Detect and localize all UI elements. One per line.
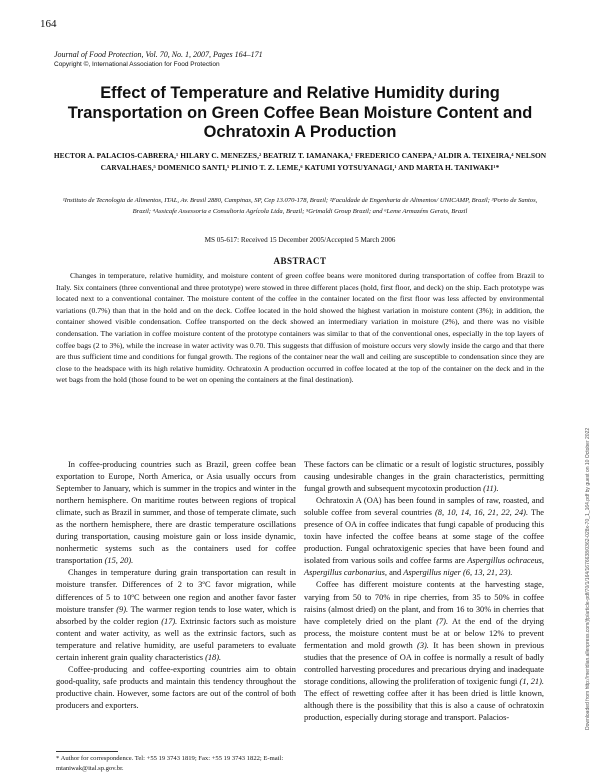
article-title: Effect of Temperature and Relative Humidity during Transportation on Green Coffee Bean Moisture Content and Ochratoxin A Production [67,84,533,141]
paragraph-text: The warmer region tends to lose water, which is absorbed by the colder region [56,604,296,626]
paragraph [56,459,296,567]
download-watermark [576,210,591,730]
journal-citation: Journal of Food Protection, Vol. 70, No. 1, 2007, Pages 164–171 [54,50,263,59]
page-number: 164 [40,18,57,30]
abstract-body: Changes in temperature, relative humidity, and moisture content of green coffee beans were monitored during transportation of coffee from Brazil to Italy. Six containers (three conventional and three prototype) were stowed in three different places (hold, first floor, and deck) on the ship. Each prototype was located next to a conventional container. The moisture content of the coffee in the container located on the first floor was less affected by environmental variations (0.7%) than that in the hold and on the deck. Coffee located in the hold showed the highest variation in moisture content (3%); in addition, the container showed visible condensation. Coffee transported on the deck showed an intermediary variation in moisture (2%), and there was no visible condensation. The variation in coffee moisture content of the prototype containers was similar to that of the conventional ones, especially in the top layers of coffee bags (2 to 3%), while the increase in water activity was 0.70. This suggests that diffusion of moisture occurs very slowly inside the cargo and that there are thus sufficient time and conditions for fungal growth. The regions of the container near the wall and ceiling are susceptible to condensation since they are close to the headspace with its high relative humidity. Ochratoxin A production occurred in coffee located at the top of the container on the deck and in the wet bags from the hold (those found to be wet on opening the containers at the final destination). [56,271,544,385]
body-column-right [304,459,544,724]
paragraph-text: These factors can be climatic or a result of logistic structures, possibly causing undesirable changes in the grain characteristics, permitting fungal growth and subsequent mycotoxin production [304,460,544,494]
abstract-heading: ABSTRACT [273,256,327,266]
paragraph-text: The effect of rewetting coffee after it has been dried is little known, although there is the possibility that this is also a cause of ochratoxin production, especially during storage and transport. Palacios- [304,688,544,722]
citation: (8, 10, 14, 16, 21, 22, 24). [435,508,529,518]
paragraph-text: It has been shown in previous studies that the presence of OA in coffee is normally a result of badly controlled harvesting procedures and precarious drying and inadequate storage conditions, allowing the proliferation of toxigenic fungi [304,640,545,686]
paragraph-text: Changes in temperature during grain transportation can result in moisture transfer. Differences of 2 to 3ºC favor migration, while differences of 5 to 10ºC between one region and another favor faster moisture transfer [56,568,296,614]
paragraph-text: Ochratoxin A (OA) has been found in samples of raw, roasted, and soluble coffee from several countries [304,496,544,518]
paragraph [56,664,296,712]
citation: (1, 21). [519,676,544,686]
paragraph-text: Coffee-producing and coffee-exporting countries aim to obtain good-quality, safe products and maintain this tendency throughout the productive chain. However, some factors are out of the control of both producers and exporters. [56,664,296,710]
citation: (17). [161,616,178,626]
paragraph [304,579,544,724]
citation: (11). [483,484,499,494]
paragraph-text: and [389,568,402,578]
citation: (6, 13, 21, 23). [462,568,513,578]
paragraph-text: Extrinsic factors such as moisture content and water activity, as well as the extrinsic factors, such as temperature and relative humidity, are useful parameters to evaluate certain inherent grain quality characteristics [56,616,296,662]
affiliations: ¹Instituto de Tecnologia de Alimentos, ITAL, Av. Brasil 2880, Campinas, SP, Cep 13.070-178, Brazil; ²Faculdade de Engenharia de Alimentos/ UNICAMP, Brazil; ³Porto de Santos, Brazil; ⁴Assicafe Assessoria e Consultoria Agrícola Ltda, Brazil; ⁵Grimaldi Group Brazil; and ⁶Leme Armazéns Gerais, Brazil [62,197,538,215]
correspondence-footnote: * Author for correspondence. Tel: +55 19 3743 1819; Fax: +55 19 3743 1822; E-mail: mtaniwak@ital.sp.gov.br. [56,755,284,772]
body-column-left [56,459,296,712]
species-names: Aspergillus ochraceus, Aspergillus carbonarius, [304,556,545,578]
footnote-divider [56,751,118,752]
citation: (7). [436,616,449,626]
citation: (18). [205,652,222,662]
citation: (3). [417,640,429,650]
paragraph-text: Coffee has different moisture contents at the harvesting stage, varying from 50 to 70% in ripe cherries, from 35 to 50% in coffee raisins (almost dried) on the plant, and from 16 to 30% in cherries that have completely dried on the plant [304,580,544,626]
copyright-line: Copyright ©, International Association for Food Protection [54,61,220,68]
paragraph-text: At the end of the drying process, the moisture content must be at or below 12% to prevent fermentation and mold growth [304,616,544,650]
author-list: HECTOR A. PALACIOS-CABRERA,¹ HILARY C. MENEZES,² BEATRIZ T. IAMANAKA,¹ FREDERICO CANEPA,³ ALDIR A. TEIXEIRA,⁴ NELSON CARVALHAES,⁵ DOMENICO SANTI,⁵ PLINIO T. Z. LEME,⁶ KATUMI YOTSUYANAGI,¹ AND MARTA H. TANIWAKI¹* [53,151,547,172]
paragraph-text: In coffee-producing countries such as Brazil, green coffee bean exportation to Europe, North America, or Asia usually occurs from September to January, which is summer in the tropics and winter in the northern hemisphere. On maritime routes between regions of tropical climate, such as Brazil in summer, and those of temperate climate, such as the northern hemisphere, there are drastic temperature oscillations during transportation, causing moisture gain or loss inside dynamic, nonhermetic systems such as the containers used for coffee transportation [56,460,296,566]
citation: (15, 20). [104,556,134,566]
paragraph [304,459,544,495]
watermark-text: Downloaded from http://meridian.allenpress.com/jfp/article-pdf/70/1/164/1676638/0362-028x-70_1_164.pdf by guest on 10 October 2022 [585,427,591,730]
paragraph-text: The presence of OA in coffee indicates that fungi capable of producing this toxin have infected the coffee beans at some stage of the coffee production. Fungal ochratoxigenic species that have been found and isolated from various soils and coffee farms are [304,508,545,566]
species-name: Aspergillus niger [403,568,461,578]
paragraph [56,567,296,663]
paragraph [304,495,544,579]
citation: (9). [116,604,129,614]
manuscript-info: MS 05-617: Received 15 December 2005/Accepted 5 March 2006 [204,236,396,244]
